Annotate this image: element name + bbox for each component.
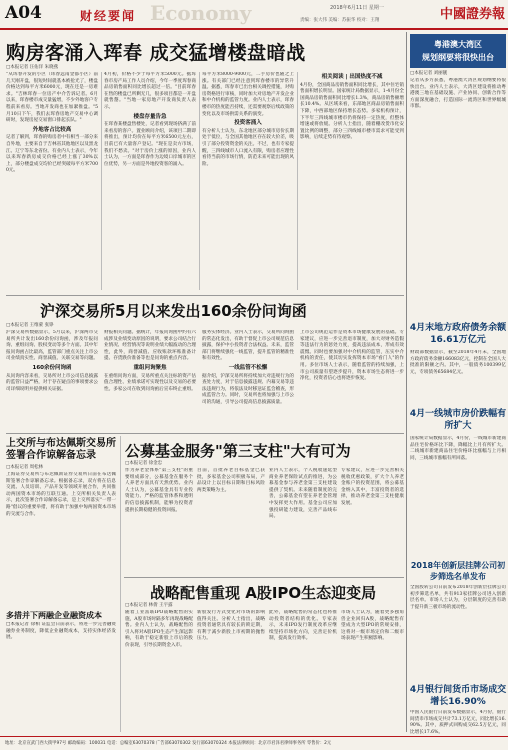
column-divider	[297, 72, 298, 290]
rail-headline-5: 4月银行间货币市场成交增长16.90%	[409, 685, 507, 707]
ipo-byline: □本报记者 林倩 王宇露	[125, 603, 173, 608]
article-paragraph: 市场人士认为，随着更多独角兽企业回归A股，战略配售有望成为大型IPO的常规安排，这将对一级市场定价和二级市场表现产生积极影响。	[341, 610, 404, 642]
ipo-headline: 战略配售重现 A股IPO生态迎变局	[150, 584, 377, 602]
date-line: 2018年6月11日 星期一	[330, 5, 384, 11]
article-paragraph: 此外，战略配售的常态化也将推动投资者结构的优化。专家表示，未来IPO发行制度改革应继续坚持市场化方向，完善定价机制，提高发行效率。	[269, 610, 337, 642]
article-paragraph: 记者从多方获悉，粤港澳大湾区规划纲要将很快出台。业内人士表示，大湾区建设将推动粤港澳三地在基础设施、产业协同、创新合作等方面深度融合，打造国际一流湾区和世界级城市群。	[410, 78, 506, 110]
page-number: A04	[5, 3, 42, 23]
article-paragraph: 在重组问询方面，交易所重点关注标的资产估值合理性、业绩承诺可实现性以及交易的必要性。多家公司在收到问询函后宣布终止重组。	[104, 373, 196, 392]
fund-byline: □本报记者 徐金忠	[125, 461, 163, 466]
top-story-column-3	[202, 72, 294, 292]
section-divider	[6, 433, 404, 434]
financing-text	[6, 622, 116, 730]
section-divider	[124, 577, 404, 578]
ipo-column-4	[341, 610, 404, 732]
article-paragraph: 上市公司规范运作是资本市场健康发展的基础。专家建议，应进一步完善退市制度，加大对财务造假等违法行为的惩处力度，提高违法成本，形成有效震慑。同时也要加强对中介机构的监管，压实中介机构的责任，使其切实发挥资本市场"看门人"的作用。多位市场人士表示，随着监管的持续加强，上市公司质量有望逐步提升，资本市场生态将进一步净化，投资者信心也将逐步恢复。	[300, 330, 404, 382]
section-name-en: Economy	[150, 1, 252, 25]
fund-headline: 公募基金服务"第三支柱"大有可为	[125, 442, 351, 460]
article-paragraph: 专家建议，应进一步完善相关税收优惠政策，扩大个人养老金账户的投资范围，将公募基金纳入其中，丰富投资者的选择，推动养老金第三支柱健康发展。	[341, 468, 404, 506]
column-divider	[101, 72, 102, 290]
ipo-column-3	[269, 610, 337, 732]
ipo-column-1	[125, 610, 193, 732]
article-paragraph: 每平方米8000-9000元，二手房价也随之上涨。有关部门已经注意到珲春楼市的异常升温。据悉，珲春市已出台相关调控措施，对购房资格进行审核，同时加大对房地产开发企业和中介机构的监管力度。业内人士表示，珲春楼市的热度能否持续，还需要观察后续政策的变化以及市场供需关系的演变。	[202, 72, 294, 117]
rail-text-5	[410, 710, 506, 734]
rail-text-1	[410, 78, 506, 318]
article-paragraph: □本报记者 徐相 证监会日前表示，将进一步完善融资融券业务制度，降低企业融资成本，支持实体经济发展。	[6, 622, 116, 641]
top-story-column-2	[104, 72, 196, 292]
article-paragraph: 财政部数据显示，截至2018年4月末，全国地方政府债务余额166083亿元，控制在全国人大批准的限额之内。其中，一般债务100399亿元，专项债务65684亿元。	[410, 350, 506, 375]
article-paragraph: 作为养老金体系"第三支柱"的重要组成部分，公募基金在服务个人养老方面具有天然优势。业内人士认为，公募基金具有专业投资能力、严格的监管体系和透明的信息披露机制，能够为投资者提供长期稳健的投资回报。	[125, 468, 193, 513]
masthead	[0, 0, 508, 30]
rail-banner-line-1: 粤港澳大湾区	[434, 40, 482, 49]
fund-column-3	[269, 468, 337, 573]
related-reading-heading: 相关阅读 | 出国热度不减	[321, 74, 383, 80]
fund-column-1	[125, 468, 193, 573]
rail-headline-3: 4月一线城市房价跌幅有所扩大	[409, 409, 507, 431]
newspaper-name: 中國證券報	[440, 7, 506, 22]
rail-text-3	[410, 436, 506, 556]
article-paragraph: 业内人士表示，个人税收递延型商业养老保险试点的推进，为公募基金参与养老金第三支柱建设提供了契机。未来随着制度的完善，公募基金有望在养老金管理中发挥更大作用。基金公司应加强投研能力建设，完善产品线布局。	[269, 468, 337, 520]
sse-budapest-text	[6, 472, 116, 604]
sse-budapest-headline: 上交所与布达佩斯交易所签署合作谅解备忘录	[6, 438, 116, 461]
rail-text-4	[410, 585, 506, 681]
article-paragraph: 据介绍，沪深交易所将持续加大对违规行为的查处力度，对于信息披露违规、内幕交易等违法违规行为，将依法及时移送证监会稽查，形成监管合力。同时，交易所也将加强与上市公司的沟通，引导公司提高信息披露质量。	[202, 373, 294, 405]
article-paragraph: 全国股转公司日前发布2018年创新层挂牌公司初步筛选名单，共有913家挂牌公司进入创新层名单。市场人士认为，分层制度的完善有助于提升新三板市场的流动性。	[410, 585, 506, 610]
top-story-headline: 购房客涌入珲春 成交猛增楼盘暗战	[6, 42, 306, 64]
article-paragraph: "从珲春开发的小区（珲春远南金都小区）前几天刚开盘，很短时间就基本被抢光了，楼盘价格达到每平方米6000元，现在还是一房难求。"吉林珲春一位房产中介告诉记者。6月以来，珲春楼市成交量猛增，不少外地客户专程前来看房。当地开发商也在加紧推盘。"5月10日下午，我们去珲春房地产交易中心调研时，发现房屋交易窗口排起长队。"	[6, 72, 98, 124]
article-paragraph: 从问询内容来看，交易所对上市公司信息披露的监管日益严格，对于存在疑点的事项要求公司详细说明并提供相关证据。	[6, 373, 98, 392]
second-story-column-2	[104, 330, 196, 430]
article-subhead: 重组问询聚焦	[133, 364, 167, 371]
article-paragraph: 目前，首批养老目标基金已获批，多家基金公司积极布局，产品设计上以目标日期和目标风险两类策略为主。	[197, 468, 265, 493]
editor-credits: 责编：张大伟 美编：苏振华 校对：王翔	[300, 18, 380, 23]
article-paragraph: 沪深交易所数据显示，5月以来，沪深两市交易所共计发出160余份问询函，涉及年报问询、重组问询、股权变动等多个方面。其中年报问询函占比最高，监管部门重点关注上市公司业绩真实性、商誉减值、关联交易等问题。	[6, 330, 98, 362]
ipo-column-2	[197, 610, 265, 732]
article-paragraph: 新股发行方式变化对市场的影响值得关注。分析人士指出，战略投资者通常具有较长的锁定期，有利于减少新股上市初期的抛售压力。	[197, 610, 265, 642]
column-divider	[199, 72, 200, 290]
rail-headline-2: 4月末地方政府债务余额16.61万亿元	[409, 323, 507, 345]
rail-banner	[410, 34, 506, 68]
section-name: 财经要闻	[80, 9, 137, 23]
article-paragraph: 中国人民银行日前发布数据显示，4月份，银行间货币市场成交共计73.1万亿元，同比增长16.90%。其中，质押式回购成交62.5万亿元，同比增长17.6%。	[410, 710, 506, 734]
rail-byline: □本报记者 刘丽靓	[410, 71, 448, 76]
section-divider	[6, 295, 404, 296]
rail-divider	[406, 32, 407, 732]
article-paragraph: 随着工业富联IPO战略配售的实施，A股市场时隔多年再现战略配售。业内人士认为，战略配售的引入将对A股IPO生态产生深远影响，有助于稳定新股上市后的股价表现，引导长期资金入市。	[125, 610, 193, 648]
second-story-column-1	[6, 330, 98, 430]
article-subhead: 外地客占比较高	[32, 126, 72, 133]
fund-column-4	[341, 468, 404, 573]
fund-column-2	[197, 468, 265, 573]
financing-headline: 多措并下两融企业融资成本	[6, 611, 102, 620]
sse-budapest-byline: □本报记者 周松林	[6, 465, 44, 470]
rail-banner-line-2: 规划纲要将很快出台	[422, 53, 494, 62]
rail-headline-4: 2018年创新层挂牌公司初步筛选名单发布	[410, 561, 506, 581]
column-divider	[120, 436, 121, 732]
top-story-column-1	[6, 72, 98, 292]
article-paragraph: 服务实体经济。业内人士表示，交易所问询函的常态化发出，有助于督促上市公司规范信息披露，保护中小投资者合法权益。未来，监管部门将继续强化一线监管，提升监管的精准性和有效性。	[202, 330, 294, 362]
article-paragraph: 有分析人士认为，东北地区部分城市房价长期处于低位，与全国其他地区存在较大价差，吸引了部分投资资金的关注。不过，也有专家提醒，三四线城市人口流入有限，购房者应理性看待当前的市场行情，防范未来可能出现的风险。	[202, 128, 294, 167]
article-paragraph: 记者了解到，珲春的购房者中有相当一部分来自外地，主要来自于吉林省其他地区以及黑龙江、辽宁等东北省份。有业内人士表示，今年以来珲春新房成交价格已经上涨了30%以上，部分楼盘成交均价已经突破每平方米7000元。	[6, 135, 98, 174]
article-paragraph: 财报相关问题。据统计，年报问询函中约有六成涉及业绩变动原因的说明，要求公司结合行业情况、经营情况等说明业绩大幅波动的合理性，此外，商誉减值、应收账款坏账准备计提、存货跌价准备等也是问询的重点内容。	[104, 330, 196, 362]
article-paragraph: 在珲春某楼盘售楼处，记者看到现场挤满了前来看房的客户。置业顾问介绍，该项目二期即将推出，预计均价在每平方米6500元左右，目前已有大量客户登记。"现在是卖方市场，我们不愁卖。"对于房价上涨的原因，业内人士认为，一方面是珲春作为边境口岸城市的区位优势，另一方面是外地投资客的涌入。	[104, 122, 196, 167]
article-paragraph: 国家统计局数据显示，4月份，一线城市新建商品住宅价格环比下降，降幅比上月有所扩大。二线城市新建商品住宅价格环比涨幅与上月相同，三线城市涨幅有所回落。	[410, 436, 506, 461]
article-paragraph: 4月初，价格不少于每平方米5000元。据珲春市房产局工作人员介绍，今年一季度珲春商品房销售面积同比增长超过一倍。"目前珲春在售的楼盘已所剩无几，很多项目都是一开盘就售罄。"当地一家房地产开发商负责人表示。	[104, 72, 196, 110]
second-story-column-4	[300, 330, 404, 430]
article-subhead: 投资客涌入	[234, 120, 262, 127]
article-subhead: 160余份问询函	[32, 364, 72, 371]
article-subhead: 楼盘存量告急	[133, 113, 167, 120]
rail-text-2	[410, 350, 506, 406]
second-story-byline: □本报记者 王维蒙 张铮	[6, 323, 54, 328]
top-story-column-4	[300, 72, 404, 292]
top-story-byline: □本报记者 汪佑洋 朱晓燕	[6, 65, 59, 70]
footer-imprint: 地址：北京宣武门西大街甲97号 邮政编码：100031 电话：总编室63070378 广告部63070302 发行部63070324 本报法律顾问：北京市君泽君律师事务所 零售价：2元	[0, 736, 508, 750]
second-story-headline: 沪深交易所5月以来发出160余份问询函	[40, 302, 307, 320]
second-story-column-3	[202, 330, 294, 430]
article-paragraph: 4月份，全国商品房销售面积同比增长，其中住宅销售面积增长明显。国家统计局数据显示，1-4月份全国商品房销售面积同比增长1.3%，商品房销售额增长10.4%。从区域来看，东部地区商品房销售面积下降，中西部地区保持增长态势。多家机构预计，下半年三四线城市楼市仍将保持一定热度，但整体增速或将放缓。分析人士指出，随着棚改货币化安置比例的调整，部分三四线城市楼市需求可能受到影响，后续走势有待观察。	[300, 82, 404, 141]
article-subhead: 一线监管不松懈	[228, 364, 268, 371]
article-paragraph: 上海证券交易所与布达佩斯证券交易所日前在布达佩斯签署合作谅解备忘录。根据备忘录，双方将在信息交流、人员培训、产品开发等领域开展合作，共同推动两国资本市场的互联互通。上交所相关负责人表示，此次签署合作谅解备忘录，是上交所落实"一带一路"倡议的重要举措，将有助于加强中匈两国资本市场的交流与合作。	[6, 472, 116, 517]
